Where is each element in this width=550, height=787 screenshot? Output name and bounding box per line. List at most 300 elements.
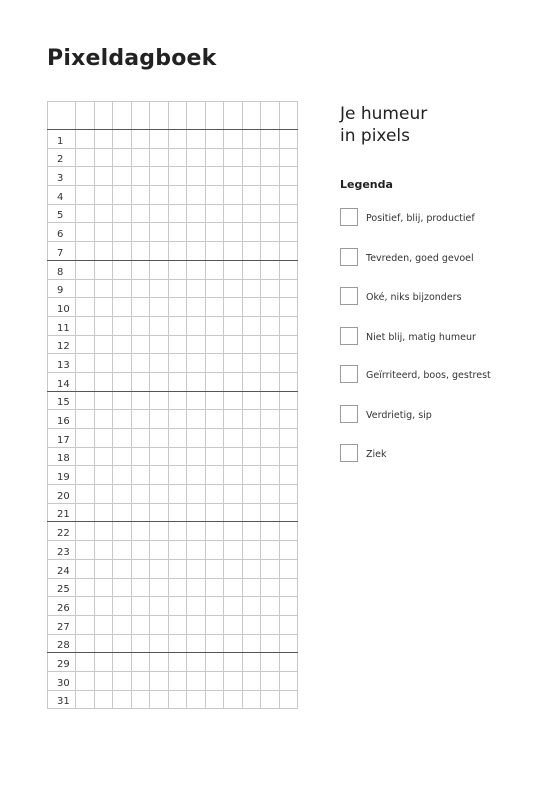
mood-pixel-cell[interactable] <box>224 298 243 317</box>
mood-pixel-cell[interactable] <box>113 391 132 410</box>
mood-pixel-cell[interactable] <box>168 671 187 690</box>
mood-pixel-cell[interactable] <box>187 298 206 317</box>
mood-pixel-cell[interactable] <box>242 597 261 616</box>
mood-pixel-cell[interactable] <box>168 354 187 373</box>
mood-pixel-cell[interactable] <box>131 260 150 279</box>
mood-pixel-cell[interactable] <box>113 242 132 261</box>
mood-pixel-cell[interactable] <box>224 223 243 242</box>
mood-pixel-cell[interactable] <box>224 429 243 448</box>
mood-pixel-cell[interactable] <box>205 578 224 597</box>
mood-pixel-cell[interactable] <box>131 335 150 354</box>
mood-pixel-cell[interactable] <box>76 130 95 149</box>
mood-pixel-cell[interactable] <box>131 690 150 709</box>
mood-pixel-cell[interactable] <box>224 260 243 279</box>
mood-pixel-cell[interactable] <box>76 316 95 335</box>
mood-pixel-cell[interactable] <box>76 354 95 373</box>
mood-pixel-cell[interactable] <box>205 653 224 672</box>
mood-pixel-cell[interactable] <box>187 429 206 448</box>
mood-pixel-cell[interactable] <box>205 522 224 541</box>
mood-pixel-cell[interactable] <box>224 242 243 261</box>
mood-pixel-cell[interactable] <box>76 671 95 690</box>
mood-pixel-cell[interactable] <box>131 130 150 149</box>
mood-pixel-cell[interactable] <box>279 447 298 466</box>
mood-pixel-cell[interactable] <box>187 671 206 690</box>
mood-pixel-cell[interactable] <box>242 242 261 261</box>
mood-pixel-cell[interactable] <box>94 148 113 167</box>
mood-pixel-cell[interactable] <box>279 503 298 522</box>
mood-pixel-cell[interactable] <box>131 223 150 242</box>
legend-color-box[interactable] <box>340 208 358 226</box>
legend-color-box[interactable] <box>340 287 358 305</box>
mood-pixel-cell[interactable] <box>261 485 280 504</box>
mood-pixel-cell[interactable] <box>76 653 95 672</box>
mood-pixel-cell[interactable] <box>131 354 150 373</box>
mood-pixel-cell[interactable] <box>150 653 169 672</box>
mood-pixel-cell[interactable] <box>224 578 243 597</box>
mood-pixel-cell[interactable] <box>168 130 187 149</box>
mood-pixel-cell[interactable] <box>242 298 261 317</box>
mood-pixel-cell[interactable] <box>205 466 224 485</box>
mood-pixel-cell[interactable] <box>279 634 298 653</box>
mood-pixel-cell[interactable] <box>94 298 113 317</box>
mood-pixel-cell[interactable] <box>94 615 113 634</box>
mood-pixel-cell[interactable] <box>94 522 113 541</box>
mood-pixel-cell[interactable] <box>242 130 261 149</box>
mood-pixel-cell[interactable] <box>187 410 206 429</box>
mood-pixel-cell[interactable] <box>224 186 243 205</box>
mood-pixel-cell[interactable] <box>94 447 113 466</box>
mood-pixel-cell[interactable] <box>76 148 95 167</box>
mood-pixel-cell[interactable] <box>131 242 150 261</box>
mood-pixel-cell[interactable] <box>205 391 224 410</box>
mood-pixel-cell[interactable] <box>279 316 298 335</box>
mood-pixel-cell[interactable] <box>224 372 243 391</box>
mood-pixel-cell[interactable] <box>76 372 95 391</box>
mood-pixel-cell[interactable] <box>205 279 224 298</box>
legend-color-box[interactable] <box>340 444 358 462</box>
mood-pixel-cell[interactable] <box>113 316 132 335</box>
mood-pixel-cell[interactable] <box>94 391 113 410</box>
mood-pixel-cell[interactable] <box>113 578 132 597</box>
mood-pixel-cell[interactable] <box>261 372 280 391</box>
mood-pixel-cell[interactable] <box>187 186 206 205</box>
mood-pixel-cell[interactable] <box>131 429 150 448</box>
mood-pixel-cell[interactable] <box>242 186 261 205</box>
mood-pixel-cell[interactable] <box>168 186 187 205</box>
mood-pixel-cell[interactable] <box>205 634 224 653</box>
mood-pixel-cell[interactable] <box>187 634 206 653</box>
mood-pixel-cell[interactable] <box>205 615 224 634</box>
mood-pixel-cell[interactable] <box>150 671 169 690</box>
mood-pixel-cell[interactable] <box>94 485 113 504</box>
mood-pixel-cell[interactable] <box>76 485 95 504</box>
mood-pixel-cell[interactable] <box>168 279 187 298</box>
mood-pixel-cell[interactable] <box>224 130 243 149</box>
mood-pixel-cell[interactable] <box>224 410 243 429</box>
mood-pixel-cell[interactable] <box>113 298 132 317</box>
mood-pixel-cell[interactable] <box>76 223 95 242</box>
mood-pixel-cell[interactable] <box>261 466 280 485</box>
mood-pixel-cell[interactable] <box>76 186 95 205</box>
mood-pixel-cell[interactable] <box>187 559 206 578</box>
mood-pixel-cell[interactable] <box>168 466 187 485</box>
mood-pixel-cell[interactable] <box>94 503 113 522</box>
mood-pixel-cell[interactable] <box>279 653 298 672</box>
mood-pixel-cell[interactable] <box>94 466 113 485</box>
mood-pixel-cell[interactable] <box>94 223 113 242</box>
mood-pixel-cell[interactable] <box>94 597 113 616</box>
mood-pixel-cell[interactable] <box>187 653 206 672</box>
mood-pixel-cell[interactable] <box>261 447 280 466</box>
mood-pixel-cell[interactable] <box>150 503 169 522</box>
mood-pixel-cell[interactable] <box>205 167 224 186</box>
mood-pixel-cell[interactable] <box>131 671 150 690</box>
mood-pixel-cell[interactable] <box>76 298 95 317</box>
mood-pixel-cell[interactable] <box>150 316 169 335</box>
mood-pixel-cell[interactable] <box>279 148 298 167</box>
mood-pixel-cell[interactable] <box>94 578 113 597</box>
mood-pixel-cell[interactable] <box>168 316 187 335</box>
mood-pixel-cell[interactable] <box>131 372 150 391</box>
mood-pixel-cell[interactable] <box>261 298 280 317</box>
mood-pixel-cell[interactable] <box>205 260 224 279</box>
mood-pixel-cell[interactable] <box>168 391 187 410</box>
mood-pixel-cell[interactable] <box>113 559 132 578</box>
mood-pixel-cell[interactable] <box>242 578 261 597</box>
mood-pixel-cell[interactable] <box>279 298 298 317</box>
mood-pixel-cell[interactable] <box>279 167 298 186</box>
mood-pixel-cell[interactable] <box>279 559 298 578</box>
mood-pixel-cell[interactable] <box>113 186 132 205</box>
mood-pixel-cell[interactable] <box>224 279 243 298</box>
mood-pixel-cell[interactable] <box>205 335 224 354</box>
mood-pixel-cell[interactable] <box>94 372 113 391</box>
mood-pixel-cell[interactable] <box>279 186 298 205</box>
mood-pixel-cell[interactable] <box>205 410 224 429</box>
mood-pixel-cell[interactable] <box>150 391 169 410</box>
mood-pixel-cell[interactable] <box>131 186 150 205</box>
mood-pixel-cell[interactable] <box>113 372 132 391</box>
mood-pixel-cell[interactable] <box>150 260 169 279</box>
mood-pixel-cell[interactable] <box>150 522 169 541</box>
mood-pixel-cell[interactable] <box>131 279 150 298</box>
mood-pixel-cell[interactable] <box>187 690 206 709</box>
mood-pixel-cell[interactable] <box>131 148 150 167</box>
mood-pixel-cell[interactable] <box>94 690 113 709</box>
mood-pixel-cell[interactable] <box>279 671 298 690</box>
mood-pixel-cell[interactable] <box>168 485 187 504</box>
mood-pixel-cell[interactable] <box>150 578 169 597</box>
mood-pixel-cell[interactable] <box>76 447 95 466</box>
mood-pixel-cell[interactable] <box>205 690 224 709</box>
mood-pixel-cell[interactable] <box>205 204 224 223</box>
mood-pixel-cell[interactable] <box>279 130 298 149</box>
mood-pixel-cell[interactable] <box>131 485 150 504</box>
mood-pixel-cell[interactable] <box>150 429 169 448</box>
mood-pixel-cell[interactable] <box>224 597 243 616</box>
mood-pixel-cell[interactable] <box>113 447 132 466</box>
mood-pixel-cell[interactable] <box>76 541 95 560</box>
mood-pixel-cell[interactable] <box>242 167 261 186</box>
mood-pixel-cell[interactable] <box>94 671 113 690</box>
mood-pixel-cell[interactable] <box>224 690 243 709</box>
mood-pixel-cell[interactable] <box>187 316 206 335</box>
mood-pixel-cell[interactable] <box>261 503 280 522</box>
mood-pixel-cell[interactable] <box>131 559 150 578</box>
mood-pixel-cell[interactable] <box>94 279 113 298</box>
mood-pixel-cell[interactable] <box>150 634 169 653</box>
mood-pixel-cell[interactable] <box>261 690 280 709</box>
mood-pixel-cell[interactable] <box>205 429 224 448</box>
mood-pixel-cell[interactable] <box>261 148 280 167</box>
mood-pixel-cell[interactable] <box>224 522 243 541</box>
mood-pixel-cell[interactable] <box>150 372 169 391</box>
mood-pixel-cell[interactable] <box>242 503 261 522</box>
mood-pixel-cell[interactable] <box>76 578 95 597</box>
mood-pixel-cell[interactable] <box>168 690 187 709</box>
mood-pixel-cell[interactable] <box>76 559 95 578</box>
mood-pixel-cell[interactable] <box>224 204 243 223</box>
mood-pixel-cell[interactable] <box>94 354 113 373</box>
mood-pixel-cell[interactable] <box>261 354 280 373</box>
mood-pixel-cell[interactable] <box>94 559 113 578</box>
mood-pixel-cell[interactable] <box>168 559 187 578</box>
mood-pixel-cell[interactable] <box>131 410 150 429</box>
mood-pixel-cell[interactable] <box>113 485 132 504</box>
mood-pixel-cell[interactable] <box>187 279 206 298</box>
mood-pixel-cell[interactable] <box>168 578 187 597</box>
mood-pixel-cell[interactable] <box>261 615 280 634</box>
mood-pixel-cell[interactable] <box>224 447 243 466</box>
mood-pixel-cell[interactable] <box>94 242 113 261</box>
mood-pixel-cell[interactable] <box>76 335 95 354</box>
mood-pixel-cell[interactable] <box>279 429 298 448</box>
mood-pixel-cell[interactable] <box>261 391 280 410</box>
mood-pixel-cell[interactable] <box>131 316 150 335</box>
mood-pixel-cell[interactable] <box>76 391 95 410</box>
mood-pixel-cell[interactable] <box>279 690 298 709</box>
mood-pixel-cell[interactable] <box>187 260 206 279</box>
mood-pixel-cell[interactable] <box>131 578 150 597</box>
mood-pixel-cell[interactable] <box>187 447 206 466</box>
mood-pixel-cell[interactable] <box>261 204 280 223</box>
mood-pixel-cell[interactable] <box>279 242 298 261</box>
mood-pixel-cell[interactable] <box>150 447 169 466</box>
mood-pixel-cell[interactable] <box>150 279 169 298</box>
mood-pixel-cell[interactable] <box>242 485 261 504</box>
mood-pixel-cell[interactable] <box>242 690 261 709</box>
mood-pixel-cell[interactable] <box>168 335 187 354</box>
mood-pixel-cell[interactable] <box>113 410 132 429</box>
mood-pixel-cell[interactable] <box>279 260 298 279</box>
mood-pixel-cell[interactable] <box>113 466 132 485</box>
mood-pixel-cell[interactable] <box>168 242 187 261</box>
mood-pixel-cell[interactable] <box>94 634 113 653</box>
mood-pixel-cell[interactable] <box>242 559 261 578</box>
mood-pixel-cell[interactable] <box>113 653 132 672</box>
mood-pixel-cell[interactable] <box>205 372 224 391</box>
legend-color-box[interactable] <box>340 365 358 383</box>
mood-pixel-cell[interactable] <box>150 335 169 354</box>
mood-pixel-cell[interactable] <box>261 130 280 149</box>
mood-pixel-cell[interactable] <box>224 354 243 373</box>
mood-pixel-cell[interactable] <box>224 391 243 410</box>
mood-pixel-cell[interactable] <box>242 335 261 354</box>
mood-pixel-cell[interactable] <box>76 597 95 616</box>
mood-pixel-cell[interactable] <box>242 204 261 223</box>
mood-pixel-cell[interactable] <box>168 372 187 391</box>
mood-pixel-cell[interactable] <box>205 242 224 261</box>
mood-pixel-cell[interactable] <box>242 522 261 541</box>
mood-pixel-cell[interactable] <box>131 204 150 223</box>
mood-pixel-cell[interactable] <box>242 316 261 335</box>
mood-pixel-cell[interactable] <box>205 316 224 335</box>
mood-pixel-cell[interactable] <box>224 671 243 690</box>
mood-pixel-cell[interactable] <box>261 186 280 205</box>
mood-pixel-cell[interactable] <box>187 242 206 261</box>
mood-pixel-cell[interactable] <box>261 335 280 354</box>
mood-pixel-cell[interactable] <box>205 130 224 149</box>
mood-pixel-cell[interactable] <box>242 279 261 298</box>
mood-pixel-cell[interactable] <box>279 223 298 242</box>
mood-pixel-cell[interactable] <box>131 503 150 522</box>
mood-pixel-cell[interactable] <box>187 597 206 616</box>
mood-pixel-cell[interactable] <box>168 597 187 616</box>
mood-pixel-cell[interactable] <box>131 541 150 560</box>
mood-pixel-cell[interactable] <box>150 541 169 560</box>
mood-pixel-cell[interactable] <box>279 541 298 560</box>
mood-pixel-cell[interactable] <box>205 148 224 167</box>
mood-pixel-cell[interactable] <box>168 503 187 522</box>
mood-pixel-cell[interactable] <box>94 653 113 672</box>
mood-pixel-cell[interactable] <box>150 354 169 373</box>
mood-pixel-cell[interactable] <box>168 653 187 672</box>
mood-pixel-cell[interactable] <box>261 223 280 242</box>
mood-pixel-cell[interactable] <box>242 391 261 410</box>
mood-pixel-cell[interactable] <box>131 391 150 410</box>
mood-pixel-cell[interactable] <box>279 391 298 410</box>
mood-pixel-cell[interactable] <box>279 615 298 634</box>
mood-pixel-cell[interactable] <box>113 279 132 298</box>
mood-pixel-cell[interactable] <box>131 597 150 616</box>
mood-pixel-cell[interactable] <box>113 615 132 634</box>
mood-pixel-cell[interactable] <box>205 559 224 578</box>
mood-pixel-cell[interactable] <box>168 522 187 541</box>
mood-pixel-cell[interactable] <box>261 167 280 186</box>
mood-pixel-cell[interactable] <box>168 429 187 448</box>
mood-pixel-cell[interactable] <box>261 634 280 653</box>
mood-pixel-cell[interactable] <box>131 447 150 466</box>
mood-pixel-cell[interactable] <box>224 335 243 354</box>
mood-pixel-cell[interactable] <box>168 148 187 167</box>
mood-pixel-cell[interactable] <box>168 298 187 317</box>
mood-pixel-cell[interactable] <box>279 279 298 298</box>
mood-pixel-cell[interactable] <box>224 485 243 504</box>
mood-pixel-cell[interactable] <box>76 242 95 261</box>
mood-pixel-cell[interactable] <box>168 447 187 466</box>
mood-pixel-cell[interactable] <box>94 541 113 560</box>
mood-pixel-cell[interactable] <box>150 559 169 578</box>
mood-pixel-cell[interactable] <box>150 690 169 709</box>
mood-pixel-cell[interactable] <box>261 279 280 298</box>
mood-pixel-cell[interactable] <box>150 148 169 167</box>
mood-pixel-cell[interactable] <box>113 503 132 522</box>
mood-pixel-cell[interactable] <box>261 522 280 541</box>
mood-pixel-cell[interactable] <box>150 242 169 261</box>
mood-pixel-cell[interactable] <box>76 522 95 541</box>
mood-pixel-cell[interactable] <box>205 186 224 205</box>
mood-pixel-cell[interactable] <box>168 260 187 279</box>
mood-pixel-cell[interactable] <box>279 335 298 354</box>
mood-pixel-cell[interactable] <box>279 597 298 616</box>
mood-pixel-cell[interactable] <box>113 429 132 448</box>
mood-pixel-cell[interactable] <box>187 372 206 391</box>
mood-pixel-cell[interactable] <box>187 223 206 242</box>
mood-pixel-cell[interactable] <box>94 130 113 149</box>
mood-pixel-cell[interactable] <box>242 653 261 672</box>
mood-pixel-cell[interactable] <box>94 335 113 354</box>
mood-pixel-cell[interactable] <box>168 223 187 242</box>
mood-pixel-cell[interactable] <box>94 186 113 205</box>
mood-pixel-cell[interactable] <box>113 260 132 279</box>
mood-pixel-cell[interactable] <box>261 410 280 429</box>
mood-pixel-cell[interactable] <box>168 634 187 653</box>
mood-pixel-cell[interactable] <box>187 522 206 541</box>
mood-pixel-cell[interactable] <box>113 522 132 541</box>
mood-pixel-cell[interactable] <box>224 167 243 186</box>
mood-pixel-cell[interactable] <box>113 354 132 373</box>
mood-pixel-cell[interactable] <box>261 242 280 261</box>
mood-pixel-cell[interactable] <box>261 316 280 335</box>
mood-pixel-cell[interactable] <box>76 429 95 448</box>
mood-pixel-cell[interactable] <box>205 503 224 522</box>
mood-pixel-cell[interactable] <box>168 167 187 186</box>
mood-pixel-cell[interactable] <box>224 541 243 560</box>
mood-pixel-cell[interactable] <box>205 354 224 373</box>
mood-pixel-cell[interactable] <box>113 671 132 690</box>
mood-pixel-cell[interactable] <box>76 410 95 429</box>
mood-pixel-cell[interactable] <box>242 447 261 466</box>
mood-pixel-cell[interactable] <box>94 410 113 429</box>
mood-pixel-cell[interactable] <box>242 541 261 560</box>
mood-pixel-cell[interactable] <box>131 298 150 317</box>
mood-pixel-cell[interactable] <box>205 485 224 504</box>
mood-pixel-cell[interactable] <box>150 167 169 186</box>
mood-pixel-cell[interactable] <box>205 541 224 560</box>
mood-pixel-cell[interactable] <box>242 354 261 373</box>
mood-pixel-cell[interactable] <box>224 148 243 167</box>
mood-pixel-cell[interactable] <box>242 671 261 690</box>
mood-pixel-cell[interactable] <box>242 466 261 485</box>
mood-pixel-cell[interactable] <box>261 671 280 690</box>
mood-pixel-cell[interactable] <box>131 466 150 485</box>
mood-pixel-cell[interactable] <box>150 615 169 634</box>
mood-pixel-cell[interactable] <box>261 429 280 448</box>
mood-pixel-cell[interactable] <box>150 597 169 616</box>
mood-pixel-cell[interactable] <box>168 615 187 634</box>
mood-pixel-cell[interactable] <box>242 634 261 653</box>
mood-pixel-cell[interactable] <box>187 354 206 373</box>
mood-pixel-cell[interactable] <box>76 466 95 485</box>
mood-pixel-cell[interactable] <box>224 615 243 634</box>
mood-pixel-cell[interactable] <box>76 204 95 223</box>
mood-pixel-cell[interactable] <box>187 466 206 485</box>
mood-pixel-cell[interactable] <box>113 634 132 653</box>
mood-pixel-cell[interactable] <box>187 204 206 223</box>
mood-pixel-cell[interactable] <box>187 391 206 410</box>
mood-pixel-cell[interactable] <box>113 130 132 149</box>
mood-pixel-cell[interactable] <box>242 410 261 429</box>
